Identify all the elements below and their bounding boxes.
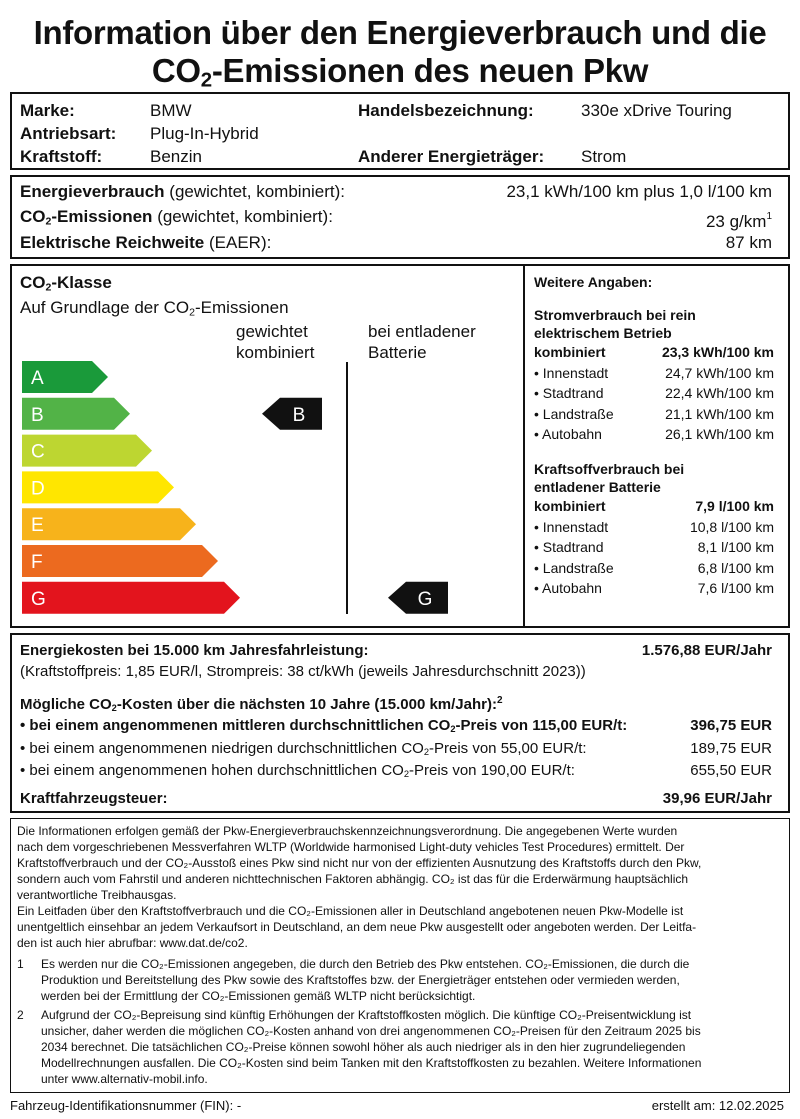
range-value: 87 km	[725, 233, 772, 252]
note-line: Aufgrund der CO₂-Bepreisung sind künftig Erhöhungen der Kraftstoffkosten möglich. Die künftige CO₂-Preisentwicklung ist	[41, 1008, 692, 1022]
column-divider	[523, 266, 525, 626]
energy-label: Energieverbrauch	[20, 182, 165, 201]
co2-class-scale	[12, 266, 522, 626]
class-letter-g: G	[31, 588, 46, 610]
notes-paragraph-1	[17, 823, 701, 951]
fuel-title-line2: entladener Batterie	[534, 479, 661, 495]
co2-value: 23 g/km	[705, 212, 767, 231]
cost-title-post: -Kosten über die nächsten 10 Jahre (15.000 km/Jahr):	[116, 696, 497, 713]
fuel-label: Kraftstoff:	[20, 147, 103, 166]
note-line: unentgeltlich einsehbar an jedem Verkaufsort in Deutschland, an dem neue Pkw ausgestellt oder angeboten werden. Der Leitfa-	[17, 920, 697, 934]
tax-value: 39,96 EUR/Jahr	[662, 790, 772, 807]
page-title	[0, 14, 800, 90]
notes-box	[10, 818, 790, 1093]
fin-label: Fahrzeug-Identifikationsnummer (FIN): -	[10, 1098, 242, 1113]
co2-value-wrap	[706, 207, 772, 232]
high-pre: • bei einem angenommenen hohen durchschnittlichen CO	[20, 762, 404, 779]
note-line: Produktion und Bereitstellung des Pkw sowie des Kraftstoffes bzw. der Energieträger entstehen oder vermieden werden,	[41, 973, 680, 987]
elec-rows-value: 21,1 kWh/100 km	[665, 405, 774, 422]
class-letter-c: C	[31, 441, 45, 463]
fuel-rows-value: 7,9 l/100 km	[695, 498, 774, 514]
fuel-rows-label: kombiniert	[534, 498, 606, 514]
fuel-rows-label: • Innenstadt	[534, 518, 609, 535]
range-row	[20, 233, 271, 253]
col2-line1: bei entladener	[368, 322, 476, 341]
trade-label: Handelsbezeichnung:	[358, 101, 534, 120]
class-arrow-f	[22, 545, 218, 577]
note-line: Modellrechnungen ausfallen. Die CO₂-Kosten sind beim Tanken mit den Kraftstoffkosten zu bezahlen. Weitere Informationen	[41, 1056, 702, 1070]
co2-cost-mid-value: 396,75 EUR	[690, 717, 772, 734]
cost-title-pre: Mögliche CO	[20, 696, 112, 713]
elec-title-line1: Stromverbrauch bei rein	[534, 307, 696, 323]
consumption-box	[10, 175, 790, 259]
fuel-rows-value: 10,8 l/100 km	[689, 518, 774, 535]
col2-line2: Batterie	[368, 343, 427, 362]
cost-title-sup: 2	[497, 695, 503, 706]
class-arrow-g	[22, 582, 240, 614]
title-rest: -Emissionen des neuen Pkw	[211, 52, 649, 89]
co2-cost-high	[20, 761, 575, 781]
fuel-title-line1: Kraftsoffverbrauch bei	[534, 461, 685, 477]
low-pre: • bei einem angenommenen niedrigen durchschnittlichen CO	[20, 740, 424, 757]
note-line: 2034 berechnet. Die tatsächlichen CO₂-Preise können sowohl höher als auch niedriger als in den hier zugrundeliegenden	[41, 1040, 686, 1054]
footnote-1	[41, 956, 689, 1004]
class-arrow-e	[22, 508, 196, 540]
fuel-rows-value: 6,8 l/100 km	[697, 559, 774, 576]
range-label: Elektrische Reichweite	[20, 233, 205, 252]
co2-cost-high-value: 655,50 EUR	[690, 762, 772, 779]
class-letter-f: F	[31, 552, 43, 573]
col1-line1: gewichtet	[236, 322, 308, 341]
class-letter-d: D	[31, 478, 45, 500]
note-line: den ist auch hier abrufbar: www.dat.de/co2.	[17, 936, 248, 950]
note-line: unter www.alternativ-mobil.info.	[41, 1072, 208, 1086]
energy-consumption-row	[20, 182, 345, 202]
co2-label-co: CO	[20, 207, 46, 226]
co2-label-sub: 2	[45, 215, 52, 228]
other-energy-value: Strom	[581, 147, 627, 166]
footnote-2-number: 2	[17, 1008, 24, 1022]
fuel-value: Benzin	[150, 147, 202, 166]
class-title-sub: 2	[45, 281, 52, 294]
note-line: Es werden nur die CO₂-Emissionen angegeben, die durch den Betrieb des Pkw entstehen. CO₂-Emissionen, die durch die	[41, 957, 690, 971]
co2-cost-low-value: 189,75 EUR	[690, 740, 772, 757]
fuel-rows-value: 7,6 l/100 km	[697, 580, 774, 596]
title-co: CO	[151, 52, 201, 89]
note-line: Ein Leitfaden über den Kraftstoffverbrauch und die CO₂-Emissionen aller in Deutschland angebotenen neuen Pkw-Modelle ist	[17, 904, 684, 918]
high-post: -Preis von 190,00 EUR/t:	[409, 762, 575, 779]
note-line: nach dem vorgeschriebenen Messverfahren WLTP (Worldwide harmonised Light-duty vehicles Test Procedures) ermittelt. Der	[17, 840, 685, 854]
co2-label	[20, 207, 152, 226]
note-line: sondern auch vom Fahrstil und anderen nichttechnischen Faktoren abhängig. CO₂ ist das für die Erderwärmung hauptsächlich	[17, 872, 689, 886]
elec-rows-label: • Stadtrand	[534, 385, 604, 401]
elec-title-line2: elektrischem Betrieb	[534, 325, 672, 341]
note-line: werden bei der Ermittlung der CO₂-Emissionen gemäß WLTP nicht berücksichtigt.	[41, 989, 476, 1003]
fuel-title	[534, 460, 684, 496]
co2-class-box	[10, 264, 790, 628]
title-line-2	[0, 52, 800, 90]
title-line-1: Information über den Energieverbrauch und die	[33, 14, 767, 51]
tax-label: Kraftfahrzeugsteuer:	[20, 790, 168, 807]
cost-title-sub: 2	[111, 703, 117, 714]
range-note: (EAER):	[209, 233, 272, 252]
co2-emissions-row	[20, 207, 333, 227]
class-letter-e: E	[31, 515, 44, 537]
elec-rows-value: 22,4 kWh/100 km	[665, 385, 774, 401]
high-sub: 2	[403, 769, 409, 780]
elec-rows-label: • Autobahn	[534, 426, 602, 442]
co2-cost-low	[20, 739, 587, 759]
class-letter-a: A	[31, 368, 44, 389]
energy-cost-label: Energiekosten bei 15.000 km Jahresfahrleistung:	[20, 642, 369, 659]
elec-rows-label: kombiniert	[534, 344, 606, 360]
trade-value: 330e xDrive Touring	[581, 101, 732, 120]
class-letter-b: B	[31, 404, 44, 426]
title-sub: 2	[200, 68, 212, 92]
further-title: Weitere Angaben:	[534, 274, 653, 290]
vehicle-info-box	[10, 92, 790, 170]
note-line: Kraftstoffverbrauch und der CO₂-Ausstoß eines Pkw sind nicht nur von der effizienten Ausnutzung des Kraftstoffs durch den Pkw,	[17, 856, 702, 870]
elec-title	[534, 306, 696, 342]
class-sub-post: -Emissionen	[195, 298, 289, 317]
low-sub: 2	[423, 747, 429, 758]
prices-note: (Kraftstoffpreis: 1,85 EUR/l, Strompreis: 38 ct/kWh (jeweils Jahresdurchschnitt 2023))	[20, 663, 586, 680]
elec-rows-label: • Innenstadt	[534, 364, 609, 381]
fuel-rows-label: • Stadtrand	[534, 539, 604, 555]
note-line: unsicher, daher werden die möglichen CO₂-Kosten anhand von drei angenommenen CO₂-Preisen für den Zeitraum 2025 bis	[41, 1024, 701, 1038]
co2-footnote: 1	[766, 211, 772, 222]
mid-pre: • bei einem angenommenen mittleren durchschnittlichen CO	[20, 717, 451, 734]
elec-rows-value: 24,7 kWh/100 km	[665, 364, 774, 381]
energy-value: 23,1 kWh/100 km plus 1,0 l/100 km	[506, 182, 772, 201]
elec-rows-value: 26,1 kWh/100 km	[665, 426, 774, 442]
co2-label-post: -Emissionen	[51, 207, 153, 226]
fuel-rows-label: • Autobahn	[534, 580, 602, 596]
energy-note: (gewichtet, kombiniert):	[169, 182, 346, 201]
class-title-co: CO	[20, 273, 46, 292]
mid-post: -Preis von 115,00 EUR/t:	[455, 717, 628, 734]
co2-cost-mid	[20, 716, 627, 736]
discharged-class-marker-letter: G	[417, 588, 433, 610]
elec-rows-value: 23,3 kWh/100 km	[661, 344, 774, 360]
note-line: Die Informationen erfolgen gemäß der Pkw-Energieverbrauchskennzeichnungsverordnung. Die angegebenen Werte wurden	[17, 824, 678, 838]
co2-note: (gewichtet, kombiniert):	[157, 207, 333, 226]
note-line: verantwortliche Treibhausgas.	[17, 888, 177, 902]
footnote-1-number: 1	[17, 957, 24, 971]
weighted-class-marker-letter: B	[292, 404, 306, 426]
costs-box	[10, 633, 790, 813]
col1-line2: kombiniert	[236, 343, 315, 362]
fuel-rows-label: • Landstraße	[534, 559, 614, 576]
class-title-post: -Klasse	[51, 273, 112, 292]
elec-rows-label: • Landstraße	[534, 405, 614, 422]
other-energy-label: Anderer Energieträger:	[358, 147, 545, 166]
co2-cost-title	[20, 691, 503, 715]
created-date: erstellt am: 12.02.2025	[651, 1098, 784, 1113]
class-sub-sub: 2	[189, 306, 196, 319]
class-sub-pre: Auf Grundlage der CO	[20, 298, 190, 317]
drive-label: Antriebsart:	[20, 124, 117, 143]
energy-cost-value: 1.576,88 EUR/Jahr	[641, 642, 772, 659]
drive-value: Plug-In-Hybrid	[150, 124, 259, 143]
mid-sub: 2	[450, 724, 456, 735]
footnote-2	[41, 1007, 701, 1087]
brand-value: BMW	[150, 101, 192, 120]
fuel-rows-value: 8,1 l/100 km	[697, 539, 774, 555]
class-arrow-d	[22, 471, 174, 503]
low-post: -Preis von 55,00 EUR/t:	[429, 740, 587, 757]
brand-label: Marke:	[20, 101, 75, 120]
